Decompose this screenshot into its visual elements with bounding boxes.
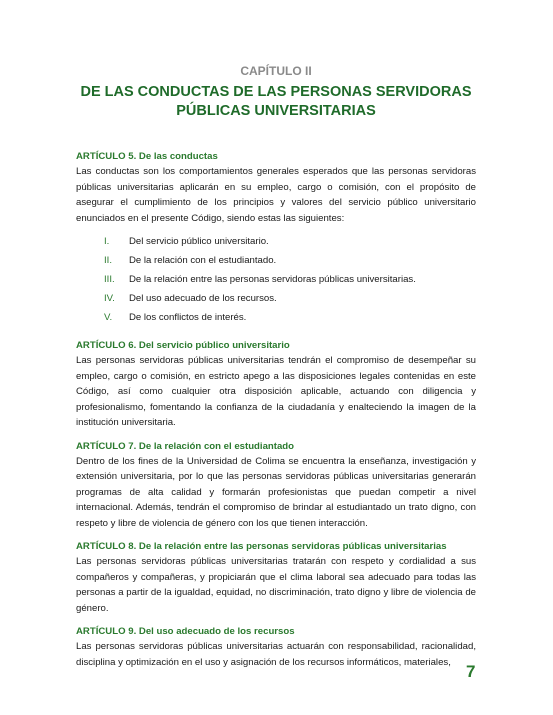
chapter-title-line-1: DE LAS CONDUCTAS DE LAS PERSONAS SERVIDORAS (80, 84, 472, 100)
list-item-number: IV. (104, 293, 115, 304)
list-item (76, 308, 476, 327)
list-item-text: Del uso adecuado de los recursos. (129, 293, 277, 304)
chapter-title-line-2: PÚBLICAS UNIVERSITARIAS (176, 103, 376, 119)
conduct-list (76, 232, 476, 327)
chapter-label: CAPÍTULO II (240, 64, 312, 78)
chapter-title (56, 83, 496, 121)
list-item (76, 289, 476, 308)
document-body (76, 150, 476, 679)
list-item-number: I. (104, 236, 110, 247)
list-item (76, 270, 476, 289)
article-text: Las personas servidoras públicas universitarias tendrán el compromiso de desempeñar su empleo, cargo o comisión, en estricto apego a las disposiciones legales contenidas en este Código, así como cualquier otra disposición aplicable, actuando con diligencia y profesionalismo, fomentando la confianza de la ciudadanía y enalteciendo la imagen de la institución universitaria. (76, 355, 476, 428)
article-heading: ARTÍCULO 7. De la relación con el estudiantado (76, 440, 295, 452)
article-heading: ARTÍCULO 5. De las conductas (76, 151, 218, 162)
article-heading: ARTÍCULO 6. Del servicio público universitario (76, 340, 290, 351)
list-item (76, 232, 476, 251)
list-item (76, 251, 476, 270)
list-item-text: Del servicio público universitario. (129, 236, 269, 247)
article-heading: ARTÍCULO 9. Del uso adecuado de los recursos (76, 626, 295, 637)
list-item-text: De la relación con el estudiantado. (129, 255, 277, 266)
list-item-number: III. (104, 274, 115, 285)
article-text: Las personas servidoras públicas universitarias tratarán con respeto y cordialidad a sus compañeros y compañeras, y propiciarán que el clima laboral sea adecuado para todas las personas a partir de la igualdad, equidad, no discriminación, trato digno y libre de violencia de género. (76, 556, 476, 614)
list-item-text: De los conflictos de interés. (129, 312, 247, 323)
article-text: Las personas servidoras públicas universitarias actuarán con responsabilidad, racionalidad, disciplina y optimización en el uso y asignación de los recursos informáticos, materiales, (76, 641, 476, 668)
article-text: Dentro de los fines de la Universidad de Colima se encuentra la enseñanza, investigación y extensión universitaria, por lo que las personas servidoras públicas universitarias generarán programas de alta calidad y formarán profesionistas que puedan competir a nivel internacional. Además, tendrán el compromiso de brindar al estudiantado un trato digno, con respeto y libre de violencia de género con los que tienen interacción. (76, 455, 476, 529)
article-text: Las conductas son los comportamientos generales esperados que las personas servidoras públicas universitarias aplicarán en su empleo, cargo o comisión, con el propósito de asegurar el cumplimiento de los principios y valores del servicio público universitario enunciados en el presente Código, siendo estas las siguientes: (76, 166, 476, 224)
article-heading: ARTÍCULO 8. De la relación entre las personas servidoras públicas universitarias (76, 541, 447, 552)
list-item-text: De la relación entre las personas servidoras públicas universitarias. (129, 274, 416, 285)
page-number: 7 (466, 662, 476, 681)
list-item-number: V. (104, 312, 113, 323)
list-item-number: II. (104, 255, 112, 266)
